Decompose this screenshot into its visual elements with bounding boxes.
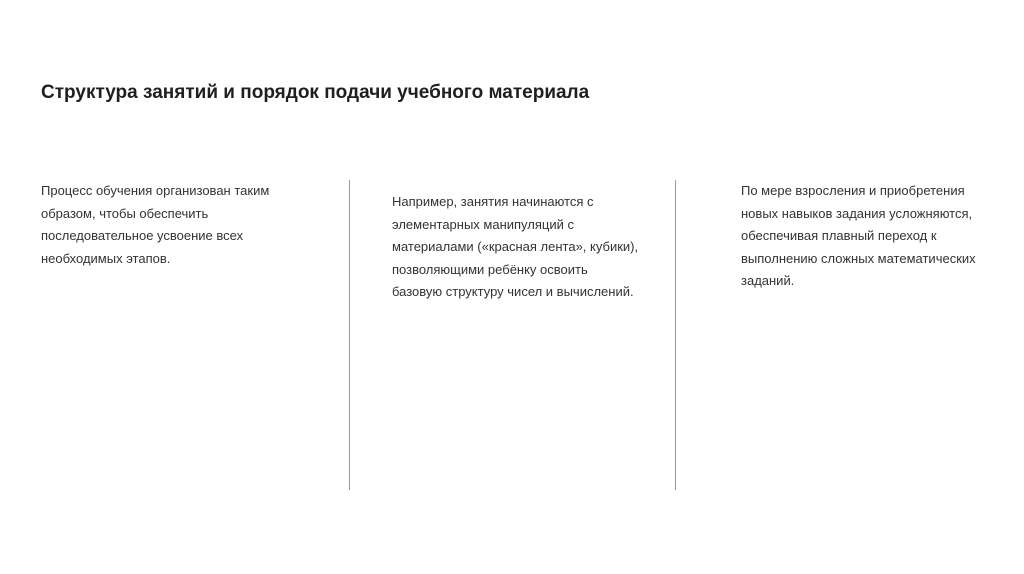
column-3-text: По мере взросления и приобретения новых навыков задания усложняются, обеспечивая плавный переход к выполнению сложных математических заданий. [741, 183, 976, 288]
slide-title: Структура занятий и порядок подачи учебного материала [41, 82, 590, 103]
column-1-text: Процесс обучения организован таким образом, чтобы обеспечить последовательное усвоение всех необходимых этапов. [41, 183, 270, 266]
column-2-text: Например, занятия начинаются с элементарных манипуляций с материалами («красная лента», кубики), позволяющими ребёнку освоить базовую структуру чисел и вычислений. [392, 194, 639, 299]
column-divider-2 [675, 180, 676, 490]
column-divider-1 [349, 180, 350, 490]
